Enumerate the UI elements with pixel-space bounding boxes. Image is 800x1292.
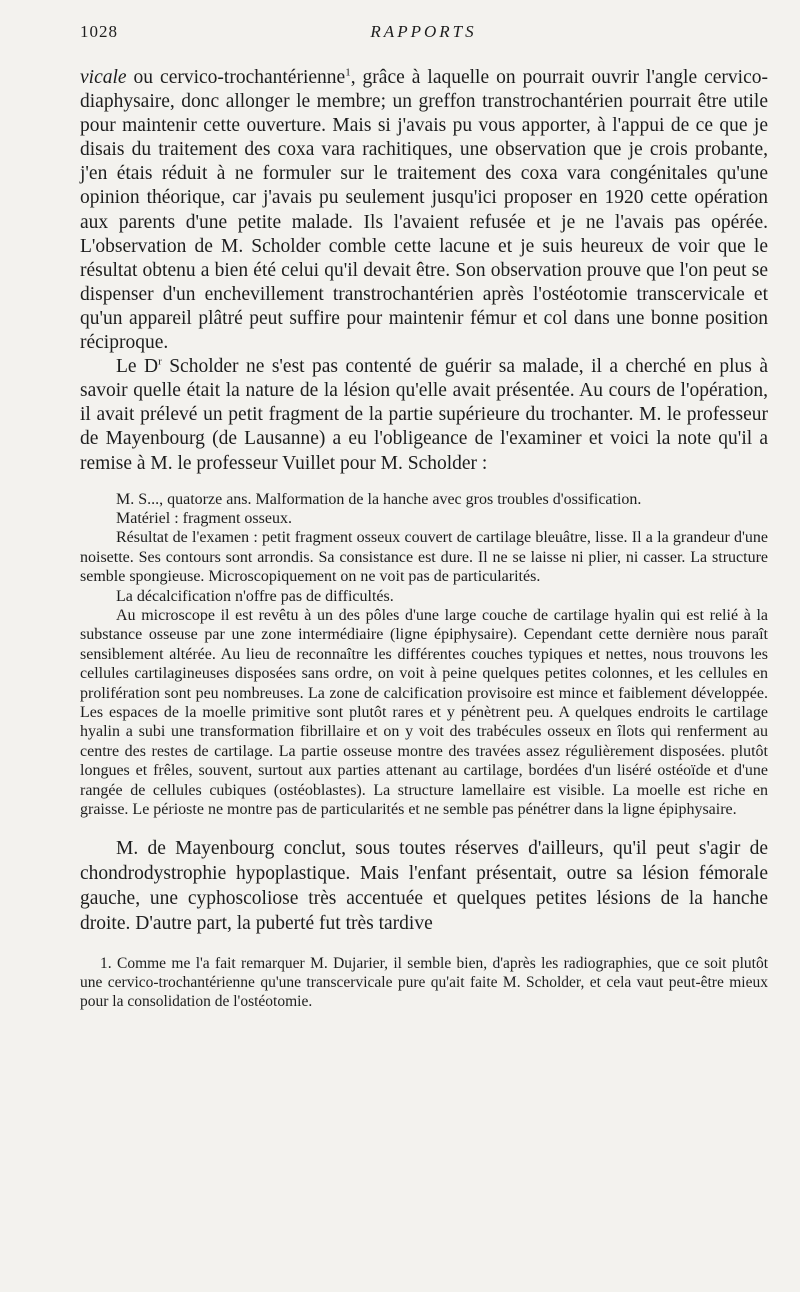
running-title: RAPPORTS [370,22,477,41]
report-line-patient: M. S..., quatorze ans. Malformation de la hanche avec gros troubles d'ossification. [116,490,642,508]
page-number: 1028 [80,22,118,41]
footnote [80,954,768,1011]
doctor-abbrev-sup: r [158,355,162,368]
report-line-material: Matériel : fragment osseux. [116,510,292,527]
footnote-text: Comme me l'a fait remarquer M. Dujarier, il semble bien, d'après les radiographies, que ce soit plutôt une cervico-trochantérienne qu'une transcervicale pure qu'ait faite M. Scholder, et cela vaut peut-être mieux pour la consolidation de l'ostéotomie. [80,954,768,1010]
page-body [80,66,768,1011]
paragraph-1-text-a: ou cervico-trochantérienne [126,67,346,88]
paragraph-1-text-b: , grâce à laquelle on pourrait ouvrir l'angle cervico-diaphysaire, donc allonger le membre; un greffon transtrochantérien pourrait être utile pour maintenir cette ouverture. Mais si j'avais pu vous apporter, à l'appui de ce que je disais du traitement des coxa vara rachitiques, une observation que je crois probante, j'en étais réduit à ne formuler sur le traitement des coxa vara congénitales qu'une opinion théorique, car j'avais pu seulement jusqu'ici proposer en 1920 cette opération aux parents d'une petite malade. Ils l'avaient refusée et je ne l'avais pas opérée. L'observation de M. Scholder comble cette lacune et je suis heureux de voir que le résultat obtenu a bien été celui qu'il devait être. Son observation prouve que l'on peut se dispenser d'un enchevillement transtrochantérien après l'ostéotomie transcervicale et qu'un appareil plâtré peut suffire pour maintenir fémur et col dans une bonne position réciproque. [80,67,768,354]
paragraph-2-text-b: Scholder ne s'est pas contenté de guérir sa malade, il a cherché en plus à savoir quelle était la nature de la lésion qu'elle avait présentée. Au cours de l'opération, il avait prélevé un petit fragment de la partie supérieure du trochanter. M. le professeur de Mayenbourg (de Lausanne) a eu l'obligeance de l'examiner et voici la note qu'il a remise à M. le professeur Vuillet pour M. Scholder : [80,356,768,474]
report-exam: Résultat de l'examen : petit fragment osseux couvert de cartilage bleuâtre, lisse. Il a la grandeur d'une noisette. Ses contours sont arrondis. Sa consistance est dure. Il ne se laisse ni plier, ni casser. La structure semble spongieuse. Microscopiquement on ne voit pas de particularités. [80,529,768,586]
report-microscope: Au microscope il est revêtu à un des pôles d'une large couche de cartilage hyalin qui est relié à la substance osseuse par une zone intermédiaire (ligne épiphysaire). Cependant cette dernière nous paraît sensiblement altérée. Au lieu de reconnaître les différentes couches typiques et nettes, nous trouvons les cellules cartilagineuses disposées sans ordre, on voit à peine quelques petites colonnes, et les cellules en prolifération sont peu nombreuses. La zone de calcification provisoire est mince et faiblement développée. Les espaces de la moelle primitive sont plutôt rares et y pénètrent peu. A quelques endroits le cartilage hyalin a subi une transformation fibrillaire et on y voit des trabécules osseux en îlots qui renferment au centre des restes de cartilage. La partie osseuse montre des travées assez régulièrement disposées. plutôt longues et frêles, souvent, surtout aux parties attenant au cartilage, bordées d'un liséré ostéoïde et d'une rangée de cellules cubiques (ostéoblastes). La structure lamellaire est visible. La moelle est riche en graisse. Le périoste ne montre pas de particularités et ne semble pas pénétrer dans la ligne épiphysaire. [80,607,768,819]
footnote-number: 1. [100,954,112,972]
paragraph-1 [80,66,768,355]
report-decalcification: La décalcification n'offre pas de difficultés. [116,587,394,605]
paragraph-2-text-a: Le D [116,356,159,378]
page-header [80,22,767,46]
footnote-ref: 1 [345,66,351,79]
conclusion-paragraph: M. de Mayenbourg conclut, sous toutes réserves d'ailleurs, qu'il peut s'agir de chondrodystrophie hypoplastique. Mais l'enfant présentait, outre sa lésion fémorale gauche, une cyphoscoliose très accentuée et quelques petites lésions de la hanche droite. D'autre part, la puberté fut très tardive [80,837,768,934]
pathology-report [80,490,768,820]
italic-fragment: vicale [80,67,127,88]
paragraph-2 [80,355,768,475]
